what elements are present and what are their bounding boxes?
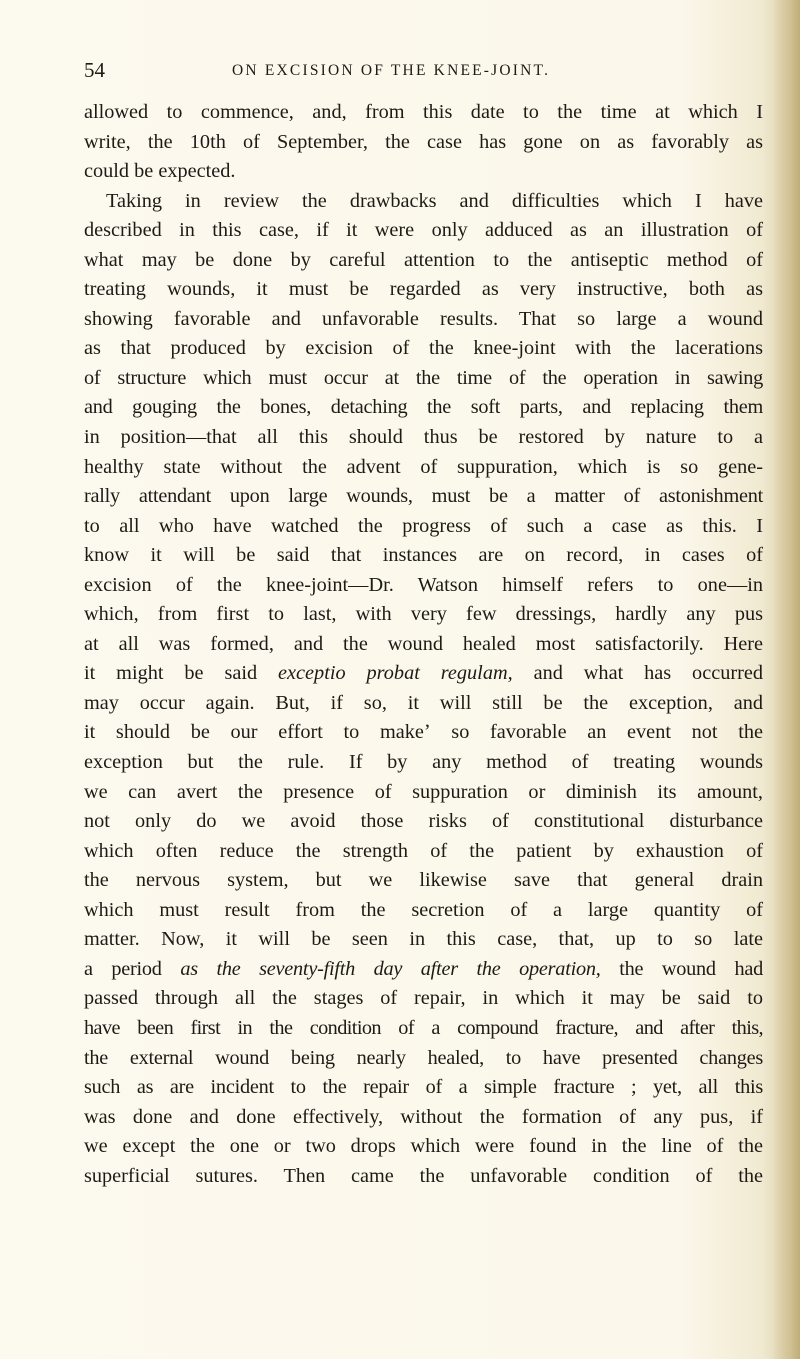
text-line: write, the 10th of September, the case has gone on as favorably as [84,130,763,153]
text-line: know it will be said that instances are on record, in cases of [84,544,763,567]
text-line: matter. Now, it will be seen in this case, that, up to so late [84,928,763,951]
text-line: we except the one or two drops which were found in the line of the [84,1135,763,1158]
text-line: described in this case, if it were only adduced as an illustration of [84,219,763,242]
text-line: which often reduce the strength of the patient by exhaustion of [84,839,763,862]
text-line: such as are incident to the repair of a simple fracture ; yet, all this [84,1076,763,1099]
text-run: and what has occurred [512,662,763,685]
latin-phrase: exceptio probat regulam, [278,662,513,685]
text-line [84,955,763,985]
text-line: treating wounds, it must be regarded as very instructive, both as [84,278,763,301]
page-number: 54 [84,58,105,82]
text-line: which must result from the secretion of a large quantity of [84,898,763,921]
text-line: rally attendant upon large wounds, must be a matter of astonishment [84,485,763,508]
text-line: was done and done effectively, without the formation of any pus, if [84,1105,763,1128]
text-line [84,659,763,689]
text-line: it should be our effort to makeʼ so favorable an event not the [84,721,763,744]
page-edge-shadow [772,0,800,1359]
running-title: ON EXCISION OF THE KNEE-JOINT. [232,62,551,79]
text-line: in position—that all this should thus be restored by nature to a [84,426,763,449]
emphasized-phrase: as the seventy-fifth day after the operation, [180,957,601,980]
text-line: have been first in the condition of a compound fracture, and after this, [84,1016,763,1039]
text-line: which, from first to last, with very few dressings, hardly any pus [84,603,763,626]
text-line: and gouging the bones, detaching the soft parts, and replacing them [84,396,763,419]
running-header [84,58,764,82]
text-run: the wound had [600,957,763,980]
text-run: a period [84,957,181,980]
text-line: could be expected. [84,160,236,183]
text-line: as that produced by excision of the knee-joint with the lacerations [84,337,763,360]
text-line: we can avert the presence of suppuration or diminish its amount, [84,780,763,803]
text-run: it might be said [84,662,279,685]
body-text [84,98,763,1191]
text-line: may occur again. But, if so, it will still be the exception, and [84,691,763,714]
text-line: passed through all the stages of repair, in which it may be said to [84,987,763,1010]
text-line: at all was formed, and the wound healed most satisfactorily. Here [84,632,763,655]
text-line: showing favorable and unfavorable results. That so large a wound [84,307,763,330]
text-line: of structure which must occur at the time of the operation in sawing [84,366,763,389]
text-line: excision of the knee-joint—Dr. Watson himself refers to one—in [84,573,763,596]
text-line: Taking in review the drawbacks and difficulties which I have [106,189,763,212]
text-line: exception but the rule. If by any method of treating wounds [84,751,763,774]
text-line: the nervous system, but we likewise save that general drain [84,869,763,892]
text-line: the external wound being nearly healed, to have presented changes [84,1046,763,1069]
text-line: what may be done by careful attention to the antiseptic method of [84,248,763,271]
text-line: healthy state without the advent of suppuration, which is so gene- [84,455,763,478]
text-line: superficial sutures. Then came the unfavorable condition of the [84,1164,763,1187]
text-line: to all who have watched the progress of such a case as this. I [84,514,763,537]
text-line: not only do we avoid those risks of constitutional disturbance [84,810,763,833]
text-line: allowed to commence, and, from this date to the time at which I [84,101,763,123]
